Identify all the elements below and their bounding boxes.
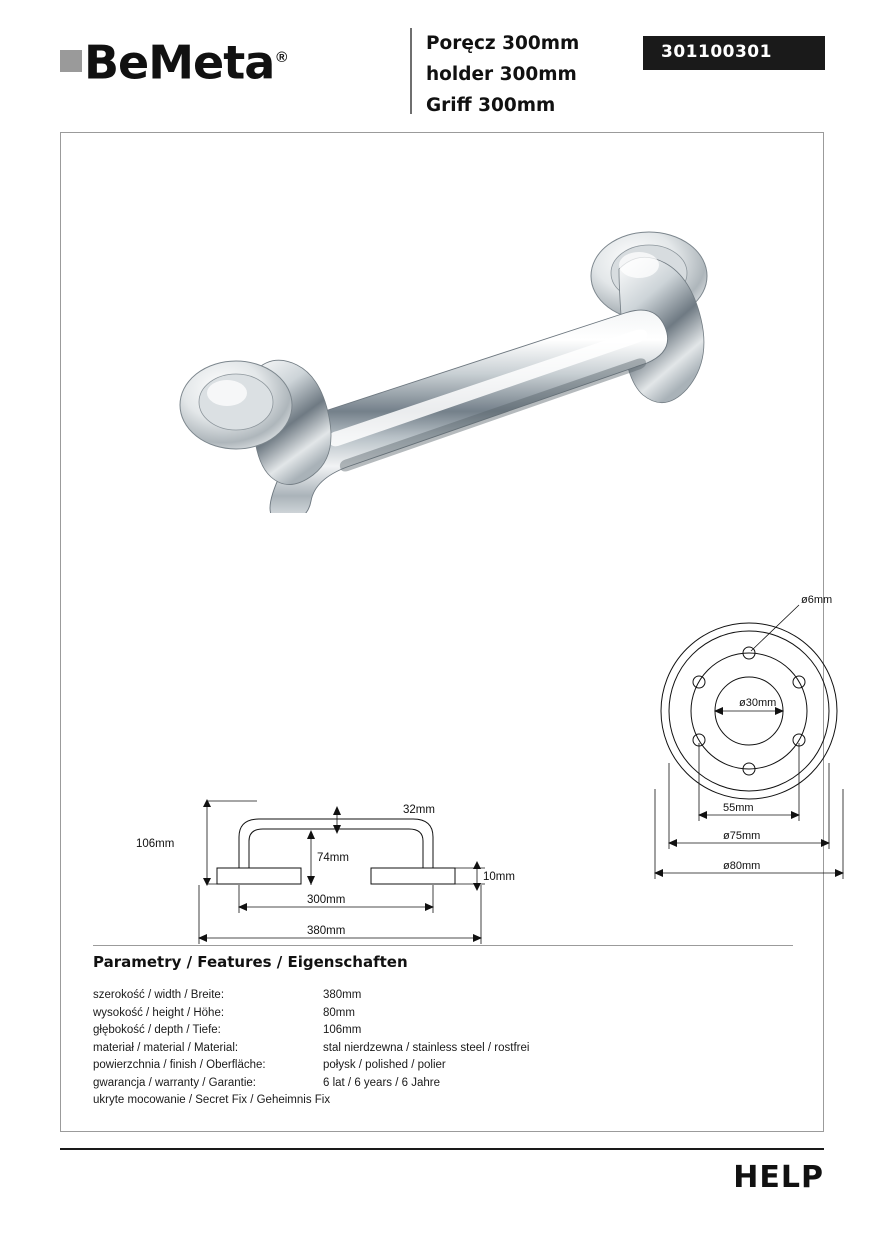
feature-label: wysokość / height / Höhe: bbox=[93, 1006, 225, 1019]
content-panel bbox=[60, 132, 833, 1132]
features-title: Parametry / Features / Eigenschaften bbox=[93, 953, 408, 971]
dim-hole-dia-6: ø6mm bbox=[801, 594, 833, 606]
flange-dimension-drawing bbox=[621, 583, 885, 913]
grab-bar-illustration bbox=[141, 173, 761, 513]
dim-plate-10: 10mm bbox=[483, 871, 515, 883]
product-code-badge: 301100301 bbox=[643, 36, 825, 70]
registered-trademark-icon: ® bbox=[276, 49, 287, 66]
product-title-pl: Poręcz 300mm bbox=[426, 33, 580, 54]
feature-label: materiał / material / Material: bbox=[93, 1041, 239, 1054]
feature-row bbox=[93, 1040, 793, 1058]
feature-value: 106mm bbox=[323, 1024, 362, 1036]
footer-divider bbox=[60, 1148, 824, 1150]
dim-outer-dia-80: ø80mm bbox=[723, 860, 761, 872]
feature-value: 380mm bbox=[323, 989, 362, 1001]
feature-row bbox=[93, 1075, 793, 1093]
feature-row bbox=[93, 1022, 793, 1040]
dim-mid-dia-75: ø75mm bbox=[723, 830, 761, 842]
feature-row bbox=[93, 1057, 793, 1075]
brand-logo bbox=[60, 32, 286, 88]
dim-bolt-circle-55: 55mm bbox=[723, 802, 754, 814]
product-photo bbox=[141, 173, 761, 513]
feature-label: gwarancja / warranty / Garantie: bbox=[93, 1076, 256, 1089]
footer-brand: HELP bbox=[733, 1160, 824, 1195]
dim-grip-74: 74mm bbox=[317, 852, 349, 864]
feature-label: głębokość / depth / Tiefe: bbox=[93, 1024, 221, 1036]
product-title-de: Griff 300mm bbox=[426, 95, 556, 116]
header-divider bbox=[410, 28, 412, 114]
dim-width-380: 380mm bbox=[307, 925, 346, 937]
features-section bbox=[93, 953, 793, 1110]
logo-wordmark-text: BeMeta bbox=[84, 35, 275, 90]
feature-row bbox=[93, 1005, 793, 1023]
logo-square-icon bbox=[60, 50, 82, 72]
feature-note: ukryte mocowanie / Secret Fix / Geheimnis Fix bbox=[93, 1094, 331, 1106]
page-footer bbox=[60, 1148, 824, 1195]
feature-label: szerokość / width / Breite: bbox=[93, 989, 225, 1001]
dim-inner-dia-30: ø30mm bbox=[739, 697, 777, 709]
product-title-en: holder 300mm bbox=[426, 64, 577, 85]
feature-label: powierzchnia / finish / Oberfläche: bbox=[93, 1059, 266, 1071]
page-header bbox=[60, 24, 825, 114]
dim-height-106: 106mm bbox=[136, 838, 175, 850]
features-divider bbox=[93, 945, 793, 946]
feature-value: stal nierdzewna / stainless steel / rostfrei bbox=[323, 1041, 530, 1054]
feature-value: 6 lat / 6 years / 6 Jahre bbox=[323, 1076, 440, 1089]
side-dimension-drawing bbox=[81, 623, 601, 983]
dim-gap-32: 32mm bbox=[403, 804, 435, 816]
feature-value: połysk / polished / polier bbox=[323, 1059, 446, 1071]
feature-value: 80mm bbox=[323, 1006, 355, 1019]
product-titles bbox=[426, 28, 579, 121]
dim-center-300: 300mm bbox=[307, 894, 346, 906]
feature-row bbox=[93, 987, 793, 1005]
logo-wordmark bbox=[84, 32, 286, 88]
